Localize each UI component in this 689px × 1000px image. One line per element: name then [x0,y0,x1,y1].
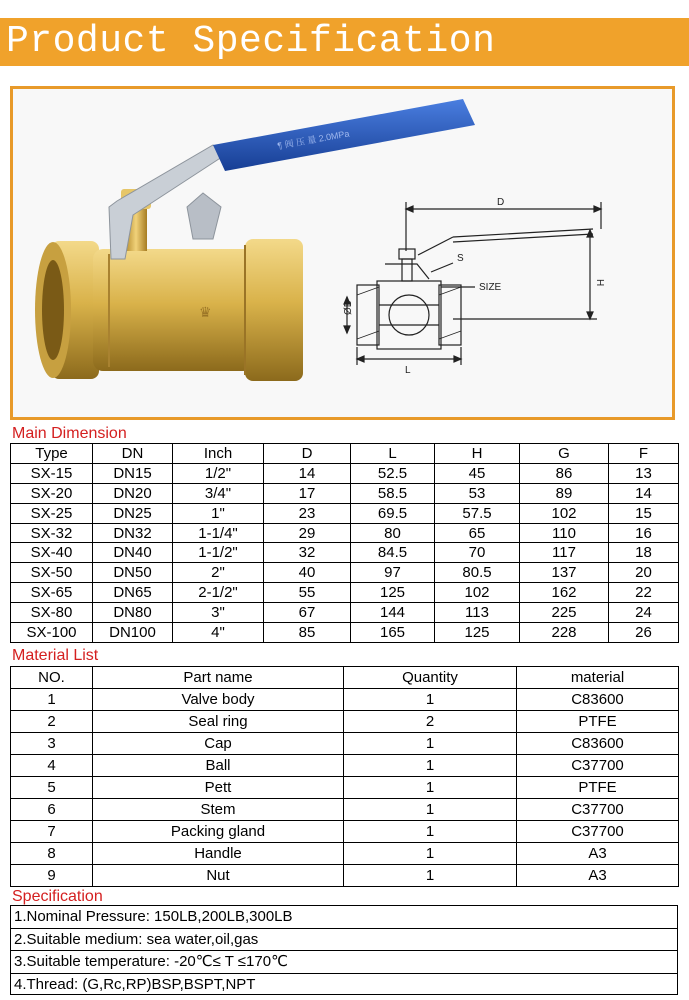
table-cell: 69.5 [351,503,435,523]
table-cell: 80 [351,523,435,543]
product-image-frame [10,86,675,420]
table-cell: 1" [173,503,264,523]
table-cell: Pett [93,777,344,799]
table-cell: SX-65 [11,583,93,603]
table-cell: 16 [609,523,679,543]
table-cell: C37700 [517,755,679,777]
table-cell: C83600 [517,689,679,711]
table-cell: 29 [264,523,351,543]
page-title: Product Specification [6,20,496,63]
dimension-header-row [11,444,679,464]
table-cell: DN15 [93,463,173,483]
table-cell: 45 [435,463,520,483]
drawing-label-s: S [457,253,464,264]
table-cell: 80.5 [435,563,520,583]
table-cell: 2 [11,711,93,733]
table-row [11,483,679,503]
table-row [11,799,679,821]
table-row [11,623,679,643]
table-cell: 102 [435,583,520,603]
table-row [11,755,679,777]
table-cell: 1 [344,777,517,799]
table-cell: 2-1/2" [173,583,264,603]
table-cell: SX-40 [11,543,93,563]
table-cell: 32 [264,543,351,563]
table-cell: 17 [264,483,351,503]
table-cell: C83600 [517,733,679,755]
table-cell: 4 [11,755,93,777]
table-cell: 225 [520,603,609,623]
material-header-cell: Quantity [344,667,517,689]
table-row [11,603,679,623]
table-cell: 1 [344,843,517,865]
dimension-header-cell: F [609,444,679,464]
table-cell: 1 [344,821,517,843]
table-cell: 97 [351,563,435,583]
table-cell: Seal ring [93,711,344,733]
table-row [11,777,679,799]
dimension-drawing [344,202,601,365]
table-cell: 137 [520,563,609,583]
drawing-label-d: D [497,197,505,208]
ball-valve-photo [35,99,475,381]
dimension-header-cell: G [520,444,609,464]
table-row [11,463,679,483]
table-cell: 228 [520,623,609,643]
table-row [11,865,679,887]
table-cell: 14 [609,483,679,503]
table-cell: 3/4" [173,483,264,503]
drawing-label-l: L [405,365,411,376]
table-cell: DN50 [93,563,173,583]
table-cell: 1-1/2" [173,543,264,563]
table-row [11,711,679,733]
table-cell: 55 [264,583,351,603]
svg-text:¶ 阀 压 量 2.0MPa: ¶ 阀 压 量 2.0MPa [276,128,351,151]
dimension-header-cell: D [264,444,351,464]
table-cell: 3" [173,603,264,623]
material-list-table [10,666,679,887]
table-cell: 1 [344,799,517,821]
table-cell: SX-20 [11,483,93,503]
table-cell: 85 [264,623,351,643]
table-cell: 24 [609,603,679,623]
table-cell: DN32 [93,523,173,543]
table-cell: 1 [344,689,517,711]
table-cell: Cap [93,733,344,755]
spec-line-pressure: 1.Nominal Pressure: 150LB,200LB,300LB [11,906,677,929]
table-cell: 1 [344,733,517,755]
drawing-label-h: H [594,279,605,287]
table-cell: DN20 [93,483,173,503]
table-cell: 5 [11,777,93,799]
table-cell: A3 [517,865,679,887]
table-cell: 53 [435,483,520,503]
material-header-cell: Part name [93,667,344,689]
table-cell: 14 [264,463,351,483]
table-cell: 3 [11,733,93,755]
table-cell: 22 [609,583,679,603]
table-cell: Handle [93,843,344,865]
table-cell: PTFE [517,777,679,799]
material-header-cell: NO. [11,667,93,689]
table-cell: DN25 [93,503,173,523]
table-cell: 1 [344,755,517,777]
dimension-header-cell: Inch [173,444,264,464]
table-cell: 26 [609,623,679,643]
table-cell: DN80 [93,603,173,623]
table-cell: Stem [93,799,344,821]
spec-line-temperature: 3.Suitable temperature: -20℃≤ T ≤170℃ [11,951,677,974]
table-cell: 18 [609,543,679,563]
table-cell: 102 [520,503,609,523]
table-row [11,563,679,583]
table-cell: SX-25 [11,503,93,523]
material-header-cell: material [517,667,679,689]
main-dimension-table [10,443,679,643]
svg-text:♛: ♛ [199,306,212,321]
table-cell: PTFE [517,711,679,733]
table-cell: 144 [351,603,435,623]
table-cell: 86 [520,463,609,483]
table-cell: Ball [93,755,344,777]
table-row [11,523,679,543]
spec-line-medium: 2.Suitable medium: sea water,oil,gas [11,929,677,952]
table-cell: 58.5 [351,483,435,503]
header-banner [0,18,689,66]
table-cell: 84.5 [351,543,435,563]
table-cell: SX-80 [11,603,93,623]
dimension-header-cell: L [351,444,435,464]
product-illustration [13,89,672,417]
table-cell: 1 [344,865,517,887]
table-cell: 9 [11,865,93,887]
table-cell: Nut [93,865,344,887]
table-cell: A3 [517,843,679,865]
table-cell: 1 [11,689,93,711]
table-cell: DN40 [93,543,173,563]
table-cell: DN100 [93,623,173,643]
material-list-title: Material List [12,647,99,664]
table-cell: 110 [520,523,609,543]
table-cell: 125 [351,583,435,603]
table-cell: Packing gland [93,821,344,843]
table-row [11,689,679,711]
dimension-header-cell: H [435,444,520,464]
table-cell: 70 [435,543,520,563]
table-cell: 8 [11,843,93,865]
table-cell: DN65 [93,583,173,603]
specification-title: Specification [12,888,103,905]
table-cell: SX-15 [11,463,93,483]
table-cell: 2" [173,563,264,583]
table-row [11,733,679,755]
table-row [11,583,679,603]
table-row [11,821,679,843]
table-row [11,543,679,563]
table-cell: 4" [173,623,264,643]
table-cell: 125 [435,623,520,643]
drawing-label-b: ØB [343,300,354,315]
table-cell: 165 [351,623,435,643]
table-cell: C37700 [517,821,679,843]
table-cell: 57.5 [435,503,520,523]
spec-line-thread: 4.Thread: (G,Rc,RP)BSP,BSPT,NPT [14,975,256,993]
specification-box [10,905,678,995]
table-cell: 13 [609,463,679,483]
drawing-label-size: SIZE [479,282,502,293]
table-cell: 162 [520,583,609,603]
table-cell: 23 [264,503,351,523]
table-cell: SX-50 [11,563,93,583]
material-header-row [11,667,679,689]
main-dimension-title: Main Dimension [12,425,127,442]
table-cell: 2 [344,711,517,733]
table-row [11,843,679,865]
table-cell: 15 [609,503,679,523]
table-cell: 6 [11,799,93,821]
table-cell: 67 [264,603,351,623]
dimension-header-cell: DN [93,444,173,464]
table-cell: SX-100 [11,623,93,643]
table-cell: 20 [609,563,679,583]
table-row [11,503,679,523]
table-cell: Valve body [93,689,344,711]
table-cell: 1-1/4" [173,523,264,543]
table-cell: SX-32 [11,523,93,543]
table-cell: 113 [435,603,520,623]
table-cell: 1/2" [173,463,264,483]
table-cell: C37700 [517,799,679,821]
table-cell: 52.5 [351,463,435,483]
dimension-header-cell: Type [11,444,93,464]
table-cell: 117 [520,543,609,563]
table-cell: 7 [11,821,93,843]
table-cell: 40 [264,563,351,583]
table-cell: 89 [520,483,609,503]
table-cell: 65 [435,523,520,543]
